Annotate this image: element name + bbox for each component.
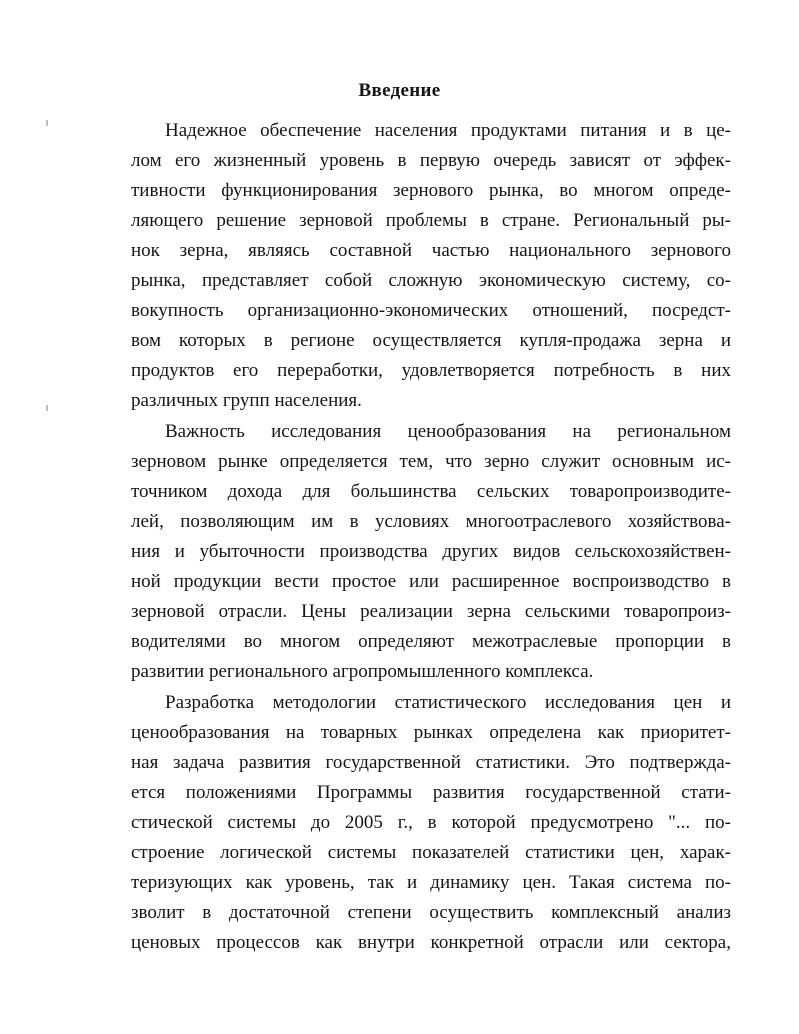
text-line: стической системы до 2005 г., в которой предусмотрено "... по- <box>131 812 731 833</box>
text-line: ная задача развития государственной статистики. Это подтвержда- <box>131 752 731 773</box>
text-line: водителями во многом определяют межотраслевые пропорции в <box>131 631 731 652</box>
text-line: вокупность организационно-экономических отношений, посредст- <box>131 300 731 321</box>
text-line: ется положениями Программы развития государственной стати- <box>131 782 731 803</box>
text-line: лом его жизненный уровень в первую очередь зависят от эффек- <box>131 150 731 171</box>
scan-speck <box>46 120 48 126</box>
scan-speck <box>46 405 48 411</box>
text-line: строение логической системы показателей статистики цен, харак- <box>131 842 731 863</box>
text-line: ной продукции вести простое или расширенное воспроизводство в <box>131 571 731 592</box>
text-line: рынка, представляет собой сложную экономическую систему, со- <box>131 270 731 291</box>
text-line: Надежное обеспечение населения продуктами питания и в це- <box>165 120 731 141</box>
text-line: лей, позволяющим им в условиях многоотраслевого хозяйствова- <box>131 511 731 532</box>
text-line: ния и убыточности производства других видов сельскохозяйствен- <box>131 541 731 562</box>
text-line: вом которых в регионе осуществляется купля-продажа зерна и <box>131 330 731 351</box>
text-line: ценовых процессов как внутри конкретной отрасли или сектора, <box>131 932 731 953</box>
text-line: Разработка методологии статистического исследования цен и <box>165 692 731 713</box>
text-line: нок зерна, являясь составной частью национального зернового <box>131 240 731 261</box>
text-line: тивности функционирования зернового рынка, во многом опреде- <box>131 180 731 201</box>
text-line: Важность исследования ценообразования на региональном <box>165 421 731 442</box>
text-line: зерновой отрасли. Цены реализации зерна сельскими товаропроиз- <box>131 601 731 622</box>
text-line: зерновом рынке определяется тем, что зерно служит основным ис- <box>131 451 731 472</box>
text-line: теризующих как уровень, так и динамику цен. Такая система по- <box>131 872 731 893</box>
page-title: Введение <box>358 80 441 101</box>
text-line: точником дохода для большинства сельских товаропроизводите- <box>131 481 731 502</box>
text-line: зволит в достаточной степени осуществить комплексный анализ <box>131 902 731 923</box>
text-line: различных групп населения. <box>131 390 362 411</box>
text-line: ценообразования на товарных рынках определена как приоритет- <box>131 722 731 743</box>
text-line: развитии регионального агропромышленного комплекса. <box>131 661 594 682</box>
text-line: продуктов его переработки, удовлетворяется потребность в них <box>131 360 731 381</box>
text-line: ляющего решение зерновой проблемы в стране. Региональный ры- <box>131 210 731 231</box>
